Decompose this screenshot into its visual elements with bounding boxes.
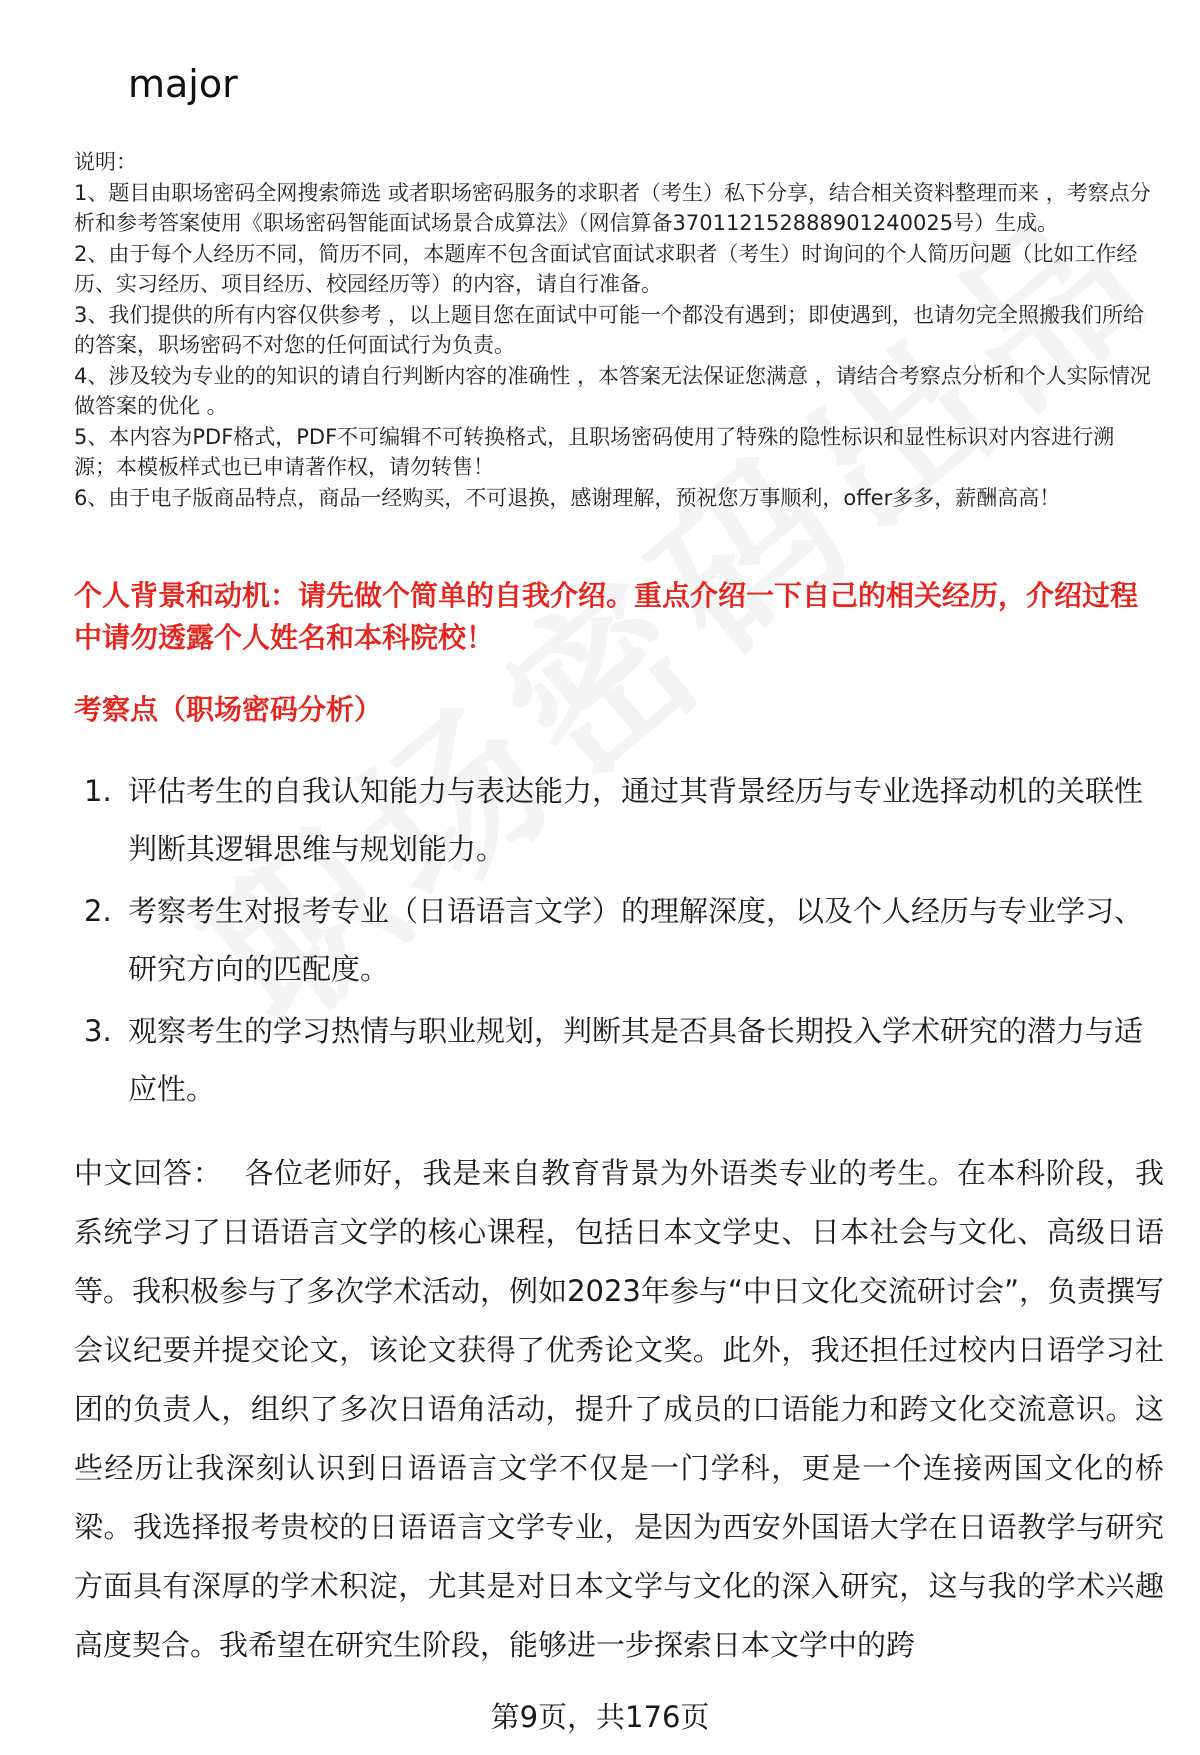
- answer-text: 各位老师好，我是来自教育背景为外语类专业的考生。在本科阶段，我系统学习了日语语言文学的核心课程，包括日本文学史、日本社会与文化、高级日语等。我积极参与了多次学术活动，例如2023年参与“中日文化交流研讨会”，负责撰写会议纪要并提交论文，该论文获得了优秀论文奖。此外，我还担任过校内日语学习社团的负责人，组织了多次日语角活动，提升了成员的口语能力和跨文化交流意识。这些经历让我深刻认识到日语语言文学不仅是一门学科，更是一个连接两国文化的桥梁。我选择报考贵校的日语语言文学专业，是因为西安外国语大学在日语教学与研究方面具有深厚的学术积淀，尤其是对日本文学与文化的深入研究，这与我的学术兴趣高度契合。我希望在研究生阶段，能够进一步探索日本文学中的跨: [74, 1156, 1164, 1662]
- key-point-number: 3.: [84, 1014, 112, 1048]
- key-point-text: 考察考生对报考专业（日语语言文学）的理解深度，以及个人经历与专业学习、研究方向的匹配度。: [128, 894, 1144, 986]
- note-item: 1、题目由职场密码全网搜索筛选 或者职场密码服务的求职者（考生）私下分享，结合相关资料整理而来 ，考察点分析和参考答案使用《职场密码智能面试场景合成算法》（网信算备370112152888901240025号）生成。: [74, 180, 1151, 235]
- key-point-text: 评估考生的自我认知能力与表达能力，通过其背景经历与专业选择动机的关联性判断其逻辑思维与规划能力。: [128, 774, 1144, 866]
- answer-section: [74, 1144, 1164, 1675]
- key-point-item: [74, 762, 1164, 878]
- key-points-list: [74, 762, 1164, 1122]
- key-points-title: 考察点（职场密码分析）: [74, 693, 383, 726]
- note-item: 3、我们提供的所有内容仅供参考 ，以上题目您在面试中可能一个都没有遇到；即使遇到，也请勿完全照搬我们所给的答案，职场密码不对您的任何面试行为负责。: [74, 302, 1145, 357]
- note-item: 5、本内容为PDF格式，PDF不可编辑不可转换格式，且职场密码使用了特殊的隐性标识和显性标识对内容进行溯源；本模板样式也已申请著作权，请勿转售！: [74, 424, 1115, 479]
- key-point-number: 1.: [84, 774, 112, 808]
- page-number: 第9页，共176页: [490, 1700, 710, 1734]
- question-heading: 个人背景和动机：请先做个简单的自我介绍。重点介绍一下自己的相关经历，介绍过程中请勿透露个人姓名和本科院校！: [74, 579, 1139, 654]
- key-point-item: [74, 1002, 1164, 1118]
- answer-label: 中文回答：: [74, 1156, 223, 1190]
- note-item: 6、由于电子版商品特点，商品一经购买，不可退换，感谢理解，预祝您万事顺利，offer多多，薪酬高高！: [74, 485, 1061, 510]
- notes-title: 说明：: [74, 150, 137, 174]
- key-point-item: [74, 882, 1164, 998]
- note-item: 2、由于每个人经历不同，简历不同，本题库不包含面试官面试求职者（考生）时询问的个人简历问题（比如工作经历、实习经历、项目经历、校园经历等）的内容，请自行准备。: [74, 241, 1138, 296]
- header-word: major: [128, 62, 238, 106]
- key-point-number: 2.: [84, 894, 112, 928]
- note-item: 4、涉及较为专业的的知识的请自行判断内容的准确性 ，本答案无法保证您满意 ，请结合考察点分析和个人实际情况做答案的优化 。: [74, 363, 1151, 418]
- key-point-text: 观察考生的学习热情与职业规划，判断其是否具备长期投入学术研究的潜力与适应性。: [128, 1014, 1144, 1106]
- notes-section: [74, 147, 1154, 513]
